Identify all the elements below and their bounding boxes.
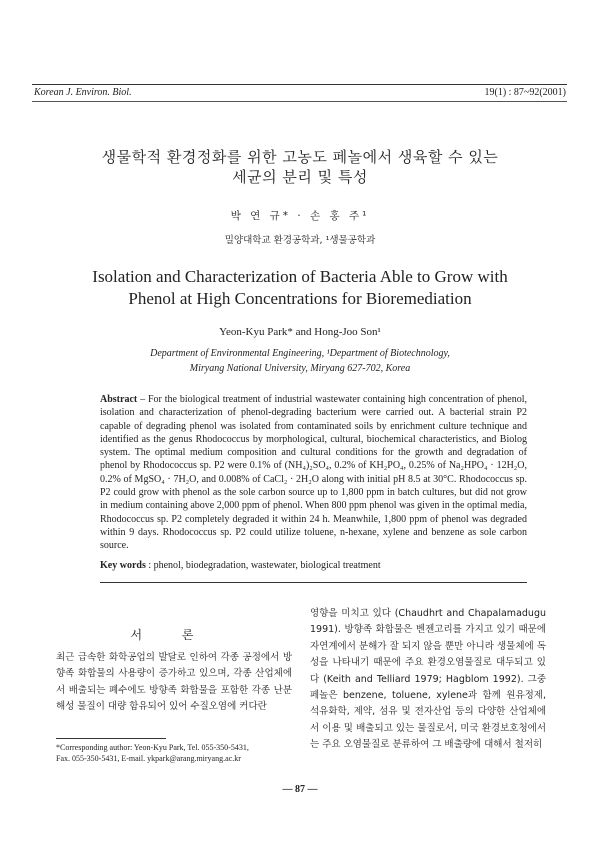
abstract-label: Abstract [100, 394, 138, 405]
footnote-line2: Fax. 055-350-5431, E-mail. ykpark@arang.miryang.ac.kr [56, 754, 241, 763]
keywords-text: : phenol, biodegradation, wastewater, biological treatment [148, 560, 381, 571]
intro-right-column: 영향을 미치고 있다 (Chaudhrt and Chapalamadugu 1991). 방향족 화합물은 벤젠고리를 가지고 있기 때문에 자연계에서 분해가 잘 되지 않을 뿐만 아니라 생물체에 독성을 나타내기 때문에 주요 환경오염물질로 대두되고 있다 (Keith and Telliard 1979; Hagblom 1992). 그중 페놀은 benzene, toluene, xylene과 함께 원유정제, 석유화학, 제약, 섬유 및 전자산업 등의 다양한 산업체에서 이용 및 배출되고 있는 물질로서, 미국 환경보호청에서는 주요 오염물질로 분류하여 그 배출량에 대해서 철저히 [310, 608, 546, 751]
english-title [0, 266, 600, 310]
keywords [100, 560, 381, 571]
english-authors: Yeon-Kyu Park* and Hong-Joo Son¹ [219, 326, 381, 338]
volume-info: 19(1) : 87~92(2001) [484, 87, 566, 98]
korean-title-line1: 생물학적 환경정화를 위한 고농도 페놀에서 생육할 수 있는 [101, 148, 499, 166]
intro-heading: 서 론 [130, 628, 212, 642]
header-rule-bottom [32, 101, 567, 102]
keywords-rule [100, 582, 527, 583]
affiliation-line2: Miryang National University, Miryang 627-702, Korea [189, 363, 411, 374]
affiliation-line1: Department of Environmental Engineering, ¹Department of Biotechnology, [150, 348, 450, 359]
abstract-text: – For the biological treatment of industrial wastewater containing high concentration of phenol, isolation and characterization of phenol-degrading bacterium were carried out. A bacterial strain P2 capable of degrading phenol was isolated from contaminated soils by enrichment culture technique and identified as the genus Rhodococcus by morphological, cultural, biochemical characteristics, and Biolog system. The optimal medium composition and cultural conditions for the growth and degradation of phenol by Rhodococcus sp. P2 were 0.1% of (NH₄)₂SO₄, 0.2% of KH₂PO₄, 0.25% of Na₂HPO₄ · 12H₂O, 0.2% of MgSO₄ · 7H₂O, and 0.008% of CaCl₂ · 2H₂O along with initial pH 8.5 at 30°C. Rhodococcus sp. P2 could grow with phenol as the sole carbon source up to 1,800 ppm in batch cultures, but did not grow in medium containing above 2,000 ppm of phenol. When 800 ppm phenol was given in the optimal media, Rhodococcus sp. P2 completely degraded it within 24 h. Meanwhile, 1,800 ppm of phenol was degraded within 9 days. Rhodococcus sp. P2 could utilize toluene, n-hexane, xylene and benzene as sole carbon source. [100, 394, 527, 552]
abstract [100, 393, 527, 553]
keywords-label: Key words [100, 560, 146, 571]
intro-left-column: 최근 급속한 화학공업의 발달로 인하여 각종 공정에서 방향족 화합물의 사용량이 증가하고 있으며, 각종 산업체에서 배출되는 폐수에도 방향족 화합물을 포함한 각종 난분해성 물질이 대량 함유되어 있어 수질오염에 커다란 [56, 652, 292, 713]
korean-affiliation: 밀양대학교 환경공학과, ¹생물공학과 [224, 235, 376, 246]
page-number: — 87 — [282, 784, 318, 795]
korean-title-line2: 세균의 분리 및 특성 [232, 168, 368, 186]
english-title-line1: Isolation and Characterization of Bacteria Able to Grow with [92, 267, 508, 286]
footnote-line1: *Corresponding author: Yeon-Kyu Park, Tel. 055-350-5431, [56, 743, 249, 752]
header-rule-top [32, 84, 567, 85]
footnote [56, 742, 249, 764]
journal-name: Korean J. Environ. Biol. [34, 87, 132, 98]
footnote-rule [56, 738, 166, 739]
korean-authors: 박 연 규* · 손 홍 주¹ [230, 210, 370, 222]
english-title-line2: Phenol at High Concentrations for Bioremediation [128, 289, 472, 308]
english-affiliation [0, 346, 600, 376]
korean-title [0, 147, 600, 187]
